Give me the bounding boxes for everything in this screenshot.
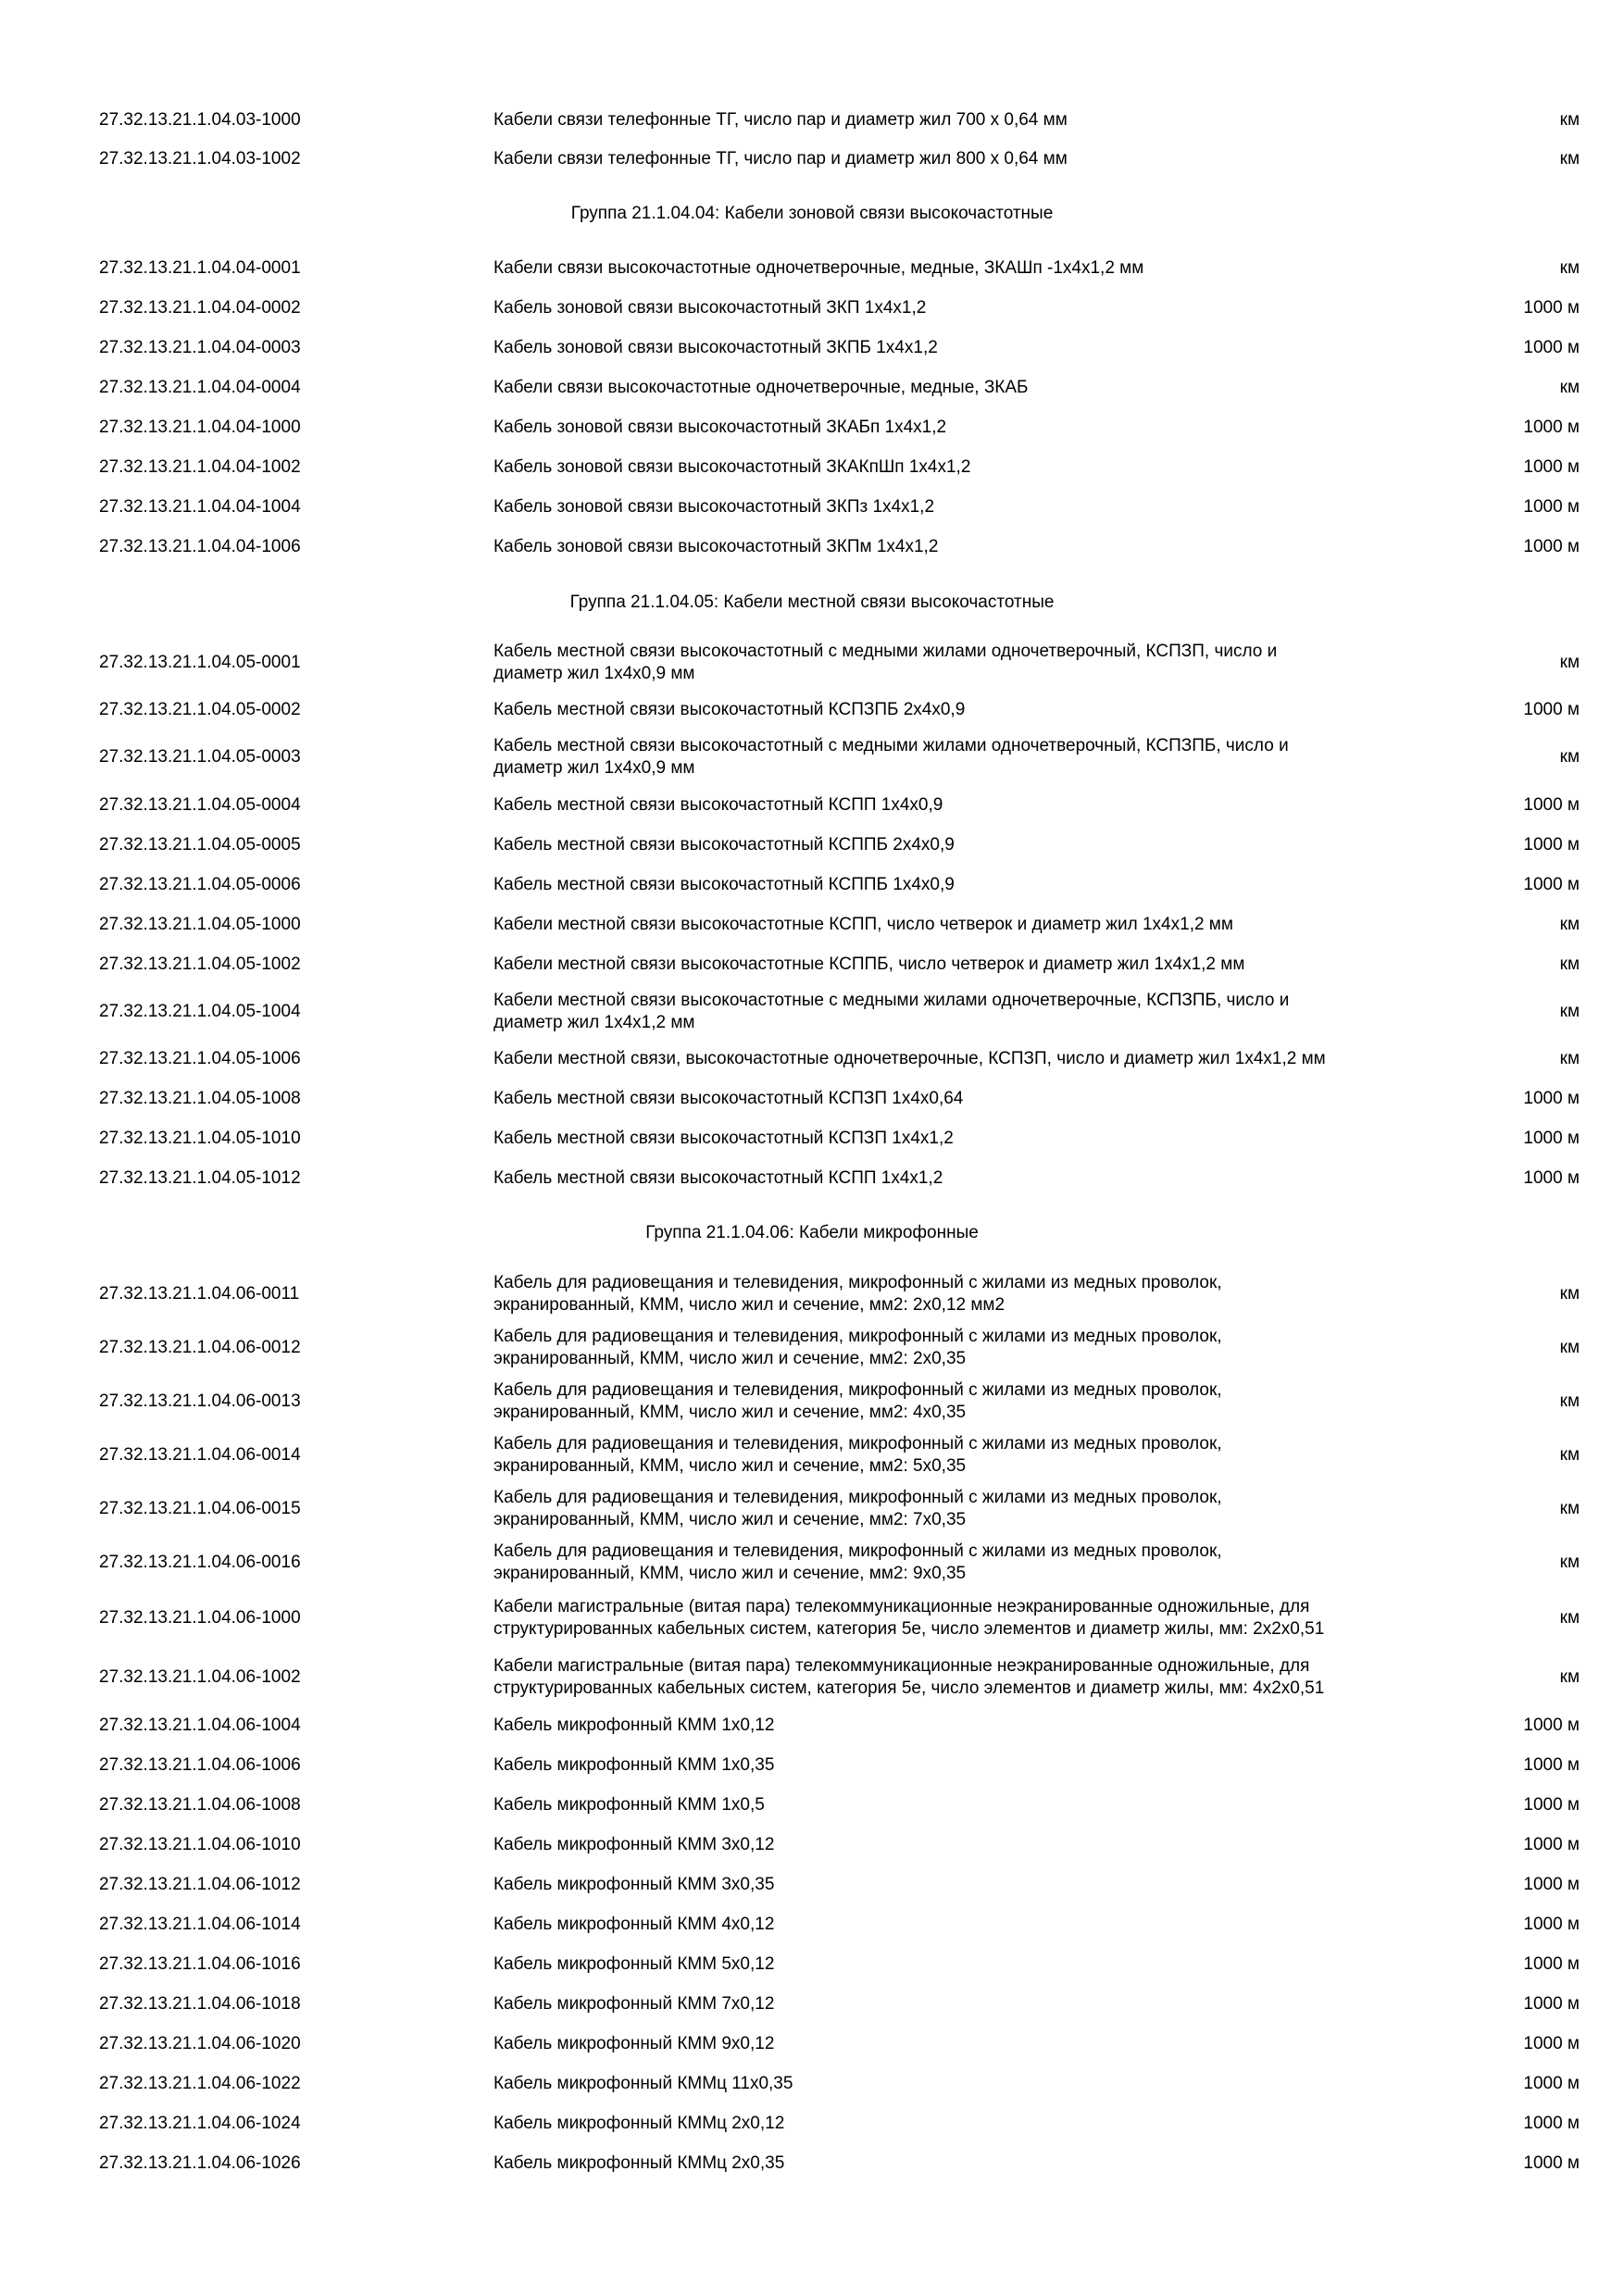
row-code: 27.32.13.21.1.04.06-1008 xyxy=(99,1795,301,1815)
group-heading: Группа 21.1.04.04: Кабели зоновой связи высокочастотные xyxy=(570,204,1054,223)
row-unit: км xyxy=(1559,1608,1580,1628)
row-description xyxy=(493,1088,1466,1110)
row-description-line: Кабели местной связи высокочастотные с медными жилами одночетверочные, КСПЗПБ, число и xyxy=(493,991,1290,1010)
row-description-line: Кабель микрофонный КММ 9х0,12 xyxy=(493,2034,775,2053)
row-description-line: Кабель зоновой связи высокочастотный ЗКПз 1х4х1,2 xyxy=(493,497,935,517)
row-description-line: Кабели магистральные (витая пара) телекоммуникационные неэкранированные одножильные, для xyxy=(493,1656,1310,1676)
row-description-line: Кабель микрофонный КММ 1х0,5 xyxy=(493,1795,765,1815)
row-unit: км xyxy=(1559,1338,1580,1357)
row-description-line: Кабель микрофонный КММ 3х0,12 xyxy=(493,1835,775,1854)
row-code: 27.32.13.21.1.04.06-1016 xyxy=(99,1954,301,1974)
row-unit: 1000 м xyxy=(1523,1954,1580,1974)
table-row xyxy=(0,1272,1624,1316)
row-description-line: Кабель микрофонный КММ 5х0,12 xyxy=(493,1954,775,1974)
row-description xyxy=(493,914,1466,936)
row-description xyxy=(493,2152,1466,2175)
row-description-line: Кабель местной связи высокочастотный КСПЗП 1х4х0,64 xyxy=(493,1089,964,1108)
row-description xyxy=(493,1993,1466,2015)
table-row xyxy=(0,109,1624,131)
row-code: 27.32.13.21.1.04.05-0001 xyxy=(99,653,301,672)
row-code: 27.32.13.21.1.04.04-1004 xyxy=(99,497,301,517)
row-unit: 1000 м xyxy=(1523,1795,1580,1815)
row-description-line: Кабели магистральные (витая пара) телекоммуникационные неэкранированные одножильные, для xyxy=(493,1597,1310,1616)
row-description xyxy=(493,1128,1466,1150)
table-row xyxy=(0,417,1624,439)
row-unit: 1000 м xyxy=(1523,537,1580,556)
row-description-line: Кабель для радиовещания и телевидения, микрофонный с жилами из медных проволок, xyxy=(493,1327,1222,1346)
row-description-line: экранированный, КММ, число жил и сечение, мм2: 2х0,12 мм2 xyxy=(493,1295,1006,1315)
row-unit: км xyxy=(1559,1499,1580,1518)
table-row xyxy=(0,1914,1624,1936)
table-row xyxy=(0,1874,1624,1896)
row-description-line: Кабель для радиовещания и телевидения, микрофонный с жилами из медных проволок, xyxy=(493,1434,1222,1454)
row-description-line: Кабель микрофонный КММ 1х0,35 xyxy=(493,1755,775,1775)
table-row xyxy=(0,1128,1624,1150)
row-description-line: Кабели местной связи высокочастотные КСППБ, число четверок и диаметр жил 1х4х1,2 мм xyxy=(493,955,1245,974)
row-code: 27.32.13.21.1.04.05-1010 xyxy=(99,1129,301,1148)
row-description-line: Кабель местной связи высокочастотный КСПЗП 1х4х1,2 xyxy=(493,1129,954,1148)
row-unit: км xyxy=(1559,149,1580,168)
row-description-line: Кабель для радиовещания и телевидения, микрофонный с жилами из медных проволок, xyxy=(493,1380,1222,1400)
row-description-line: Кабели связи телефонные ТГ, число пар и диаметр жил 700 х 0,64 мм xyxy=(493,110,1068,130)
row-code: 27.32.13.21.1.04.06-0012 xyxy=(99,1338,301,1357)
row-unit: 1000 м xyxy=(1523,795,1580,815)
row-unit: км xyxy=(1559,378,1580,397)
table-row xyxy=(0,1167,1624,1190)
table-row xyxy=(0,1541,1624,1585)
row-description-line: экранированный, КММ, число жил и сечение, мм2: 9х0,35 xyxy=(493,1564,967,1583)
row-description-line: Кабель микрофонный КММ 3х0,35 xyxy=(493,1875,775,1894)
row-description-line: Кабель местной связи высокочастотный КСППБ 1х4х0,9 xyxy=(493,875,955,894)
row-description xyxy=(493,1794,1466,1816)
row-description-line: экранированный, КММ, число жил и сечение, мм2: 2х0,35 xyxy=(493,1349,967,1368)
row-description-line: Кабель микрофонный КММ 1х0,12 xyxy=(493,1716,775,1735)
row-description-line: Кабель микрофонный КММц 11х0,35 xyxy=(493,2074,793,2093)
row-unit: км xyxy=(1559,1391,1580,1411)
row-unit: 1000 м xyxy=(1523,2074,1580,2093)
row-code: 27.32.13.21.1.04.05-0003 xyxy=(99,747,301,767)
row-code: 27.32.13.21.1.04.04-0001 xyxy=(99,258,301,278)
row-code: 27.32.13.21.1.04.04-0004 xyxy=(99,378,301,397)
row-unit: 1000 м xyxy=(1523,1755,1580,1775)
row-description xyxy=(493,1487,1466,1531)
row-description-line: Кабель местной связи высокочастотный с медными жилами одночетверочный, КСПЗП, число и xyxy=(493,642,1278,661)
row-unit: 1000 м xyxy=(1523,1089,1580,1108)
row-code: 27.32.13.21.1.04.05-0002 xyxy=(99,700,301,719)
row-unit: 1000 м xyxy=(1523,700,1580,719)
row-unit: 1000 м xyxy=(1523,835,1580,855)
row-description xyxy=(493,417,1466,439)
row-code: 27.32.13.21.1.04.03-1002 xyxy=(99,149,301,168)
row-code: 27.32.13.21.1.04.04-0002 xyxy=(99,298,301,318)
row-code: 27.32.13.21.1.04.06-0011 xyxy=(99,1284,300,1304)
row-description-line: Кабель местной связи высокочастотный КСПП 1х4х1,2 xyxy=(493,1168,943,1188)
table-row xyxy=(0,1794,1624,1816)
table-row xyxy=(0,990,1624,1034)
row-description xyxy=(493,377,1466,399)
table-row xyxy=(0,1953,1624,1976)
row-code: 27.32.13.21.1.04.06-1012 xyxy=(99,1875,301,1894)
row-unit: 1000 м xyxy=(1523,2153,1580,2173)
row-description-line: Кабель микрофонный КММ 7х0,12 xyxy=(493,1994,775,2014)
table-row xyxy=(0,1088,1624,1110)
row-code: 27.32.13.21.1.04.06-1006 xyxy=(99,1755,301,1775)
table-row xyxy=(0,2033,1624,2055)
row-description xyxy=(493,735,1466,780)
table-row xyxy=(0,496,1624,518)
row-description-line: Кабель для радиовещания и телевидения, микрофонный с жилами из медных проволок, xyxy=(493,1541,1222,1561)
row-description-line: экранированный, КММ, число жил и сечение, мм2: 5х0,35 xyxy=(493,1456,967,1476)
row-unit: 1000 м xyxy=(1523,1716,1580,1735)
row-description-line: диаметр жил 1х4х1,2 мм xyxy=(493,1013,695,1032)
row-unit: 1000 м xyxy=(1523,1875,1580,1894)
row-description xyxy=(493,148,1466,170)
row-unit: 1000 м xyxy=(1523,497,1580,517)
row-description-line: Кабель микрофонный КММц 2х0,35 xyxy=(493,2153,785,2173)
row-description-line: Кабель для радиовещания и телевидения, микрофонный с жилами из медных проволок, xyxy=(493,1488,1222,1507)
row-description xyxy=(493,794,1466,817)
table-row xyxy=(0,954,1624,976)
row-description xyxy=(493,536,1466,558)
row-unit: 1000 м xyxy=(1523,1168,1580,1188)
row-code: 27.32.13.21.1.04.06-0016 xyxy=(99,1553,301,1572)
table-row xyxy=(0,735,1624,780)
row-description-line: Кабель местной связи высокочастотный КСПЗПБ 2х4х0,9 xyxy=(493,700,966,719)
row-code: 27.32.13.21.1.04.05-0005 xyxy=(99,835,301,855)
row-unit: 1000 м xyxy=(1523,1994,1580,2014)
row-description-line: Кабель зоновой связи высокочастотный ЗКПБ 1х4х1,2 xyxy=(493,338,938,357)
row-description-line: Кабель для радиовещания и телевидения, микрофонный с жилами из медных проволок, xyxy=(493,1273,1222,1292)
row-description-line: Кабель зоновой связи высокочастотный ЗКАБп 1х4х1,2 xyxy=(493,418,947,437)
row-description-line: Кабель местной связи высокочастотный КСПП 1х4х0,9 xyxy=(493,795,943,815)
row-code: 27.32.13.21.1.04.06-0015 xyxy=(99,1499,301,1518)
row-description-line: Кабели местной связи высокочастотные КСПП, число четверок и диаметр жил 1х4х1,2 мм xyxy=(493,915,1233,934)
row-description xyxy=(493,699,1466,721)
table-row xyxy=(0,257,1624,280)
row-code: 27.32.13.21.1.04.06-1014 xyxy=(99,1915,301,1934)
table-row xyxy=(0,1834,1624,1856)
row-code: 27.32.13.21.1.04.06-1022 xyxy=(99,2074,301,2093)
row-unit: 1000 м xyxy=(1523,298,1580,318)
row-unit: 1000 м xyxy=(1523,1129,1580,1148)
row-description xyxy=(493,1953,1466,1976)
row-description-line: Кабели связи высокочастотные одночетверочные, медные, ЗКАБ xyxy=(493,378,1029,397)
table-row xyxy=(0,914,1624,936)
row-unit: 1000 м xyxy=(1523,418,1580,437)
row-description xyxy=(493,1834,1466,1856)
row-description-line: диаметр жил 1х4х0,9 мм xyxy=(493,758,695,778)
group-heading: Группа 21.1.04.06: Кабели микрофонные xyxy=(645,1223,979,1242)
row-code: 27.32.13.21.1.04.06-1000 xyxy=(99,1608,301,1628)
row-description xyxy=(493,1715,1466,1737)
row-unit: 1000 м xyxy=(1523,338,1580,357)
row-code: 27.32.13.21.1.04.05-1000 xyxy=(99,915,301,934)
table-row xyxy=(0,456,1624,479)
table-row xyxy=(0,377,1624,399)
row-description xyxy=(493,456,1466,479)
row-code: 27.32.13.21.1.04.04-1000 xyxy=(99,418,301,437)
row-description-line: Кабели связи высокочастотные одночетверочные, медные, ЗКАШп -1х4х1,2 мм xyxy=(493,258,1144,278)
row-description xyxy=(493,1874,1466,1896)
table-row xyxy=(0,1379,1624,1424)
row-unit: 1000 м xyxy=(1523,457,1580,477)
row-code: 27.32.13.21.1.04.05-1012 xyxy=(99,1168,301,1188)
table-row xyxy=(0,1715,1624,1737)
row-description xyxy=(493,990,1466,1034)
row-description xyxy=(493,2113,1466,2135)
row-description xyxy=(493,2073,1466,2095)
row-description xyxy=(493,1167,1466,1190)
row-description-line: Кабель зоновой связи высокочастотный ЗКП 1х4х1,2 xyxy=(493,298,927,318)
row-code: 27.32.13.21.1.04.06-1004 xyxy=(99,1716,301,1735)
row-unit: км xyxy=(1559,1667,1580,1687)
row-description xyxy=(493,1433,1466,1478)
row-description xyxy=(493,2033,1466,2055)
row-code: 27.32.13.21.1.04.06-1010 xyxy=(99,1835,301,1854)
row-code: 27.32.13.21.1.04.05-0004 xyxy=(99,795,301,815)
row-unit: км xyxy=(1559,955,1580,974)
row-description-line: Кабель местной связи высокочастотный с медными жилами одночетверочный, КСПЗПБ, число и xyxy=(493,736,1289,755)
row-description xyxy=(493,297,1466,319)
row-unit: км xyxy=(1559,110,1580,130)
row-code: 27.32.13.21.1.04.06-0014 xyxy=(99,1445,301,1465)
row-code: 27.32.13.21.1.04.06-1026 xyxy=(99,2153,301,2173)
row-unit: км xyxy=(1559,258,1580,278)
row-description-line: структурированных кабельных систем, категория 5е, число элементов и диаметр жилы, мм: 2х2х0,51 xyxy=(493,1619,1325,1639)
row-unit: км xyxy=(1559,747,1580,767)
row-code: 27.32.13.21.1.04.06-1002 xyxy=(99,1667,301,1687)
row-code: 27.32.13.21.1.04.06-1018 xyxy=(99,1994,301,2014)
table-row xyxy=(0,1993,1624,2015)
table-row xyxy=(0,641,1624,685)
row-description xyxy=(493,337,1466,359)
row-unit: 1000 м xyxy=(1523,1835,1580,1854)
row-description xyxy=(493,1048,1466,1070)
row-code: 27.32.13.21.1.04.05-1008 xyxy=(99,1089,301,1108)
row-description xyxy=(493,1326,1466,1370)
table-row xyxy=(0,2113,1624,2135)
row-unit: 1000 м xyxy=(1523,875,1580,894)
table-row xyxy=(0,536,1624,558)
row-description xyxy=(493,496,1466,518)
row-unit: 1000 м xyxy=(1523,1915,1580,1934)
table-row xyxy=(0,337,1624,359)
table-row xyxy=(0,1596,1624,1641)
table-row xyxy=(0,2152,1624,2175)
row-description xyxy=(493,1754,1466,1777)
row-description xyxy=(493,1541,1466,1585)
row-code: 27.32.13.21.1.04.05-1004 xyxy=(99,1002,301,1021)
row-code: 27.32.13.21.1.04.05-1002 xyxy=(99,955,301,974)
row-unit: км xyxy=(1559,1553,1580,1572)
row-code: 27.32.13.21.1.04.06-1020 xyxy=(99,2034,301,2053)
row-description xyxy=(493,954,1466,976)
table-row xyxy=(0,794,1624,817)
row-description-line: экранированный, КММ, число жил и сечение, мм2: 7х0,35 xyxy=(493,1510,967,1529)
table-row xyxy=(0,1048,1624,1070)
row-description-line: Кабель зоновой связи высокочастотный ЗКПм 1х4х1,2 xyxy=(493,537,939,556)
row-description xyxy=(493,1914,1466,1936)
row-description xyxy=(493,1272,1466,1316)
row-description xyxy=(493,1379,1466,1424)
table-row xyxy=(0,1433,1624,1478)
table-row xyxy=(0,148,1624,170)
row-description-line: Кабели местной связи, высокочастотные одночетверочные, КСПЗП, число и диаметр жил 1х4х1,2 мм xyxy=(493,1049,1326,1068)
row-description-line: Кабели связи телефонные ТГ, число пар и диаметр жил 800 х 0,64 мм xyxy=(493,149,1068,168)
row-unit: км xyxy=(1559,1445,1580,1465)
row-unit: км xyxy=(1559,1002,1580,1021)
row-code: 27.32.13.21.1.04.05-1006 xyxy=(99,1049,301,1068)
table-row xyxy=(0,1326,1624,1370)
row-code: 27.32.13.21.1.04.04-1002 xyxy=(99,457,301,477)
row-description-line: Кабель микрофонный КММ 4х0,12 xyxy=(493,1915,775,1934)
row-code: 27.32.13.21.1.04.05-0006 xyxy=(99,875,301,894)
table-row xyxy=(0,297,1624,319)
row-description xyxy=(493,1596,1466,1641)
table-row xyxy=(0,834,1624,856)
row-unit: км xyxy=(1559,1284,1580,1304)
row-description-line: диаметр жил 1х4х0,9 мм xyxy=(493,664,695,683)
row-description xyxy=(493,641,1466,685)
row-description-line: Кабель зоновой связи высокочастотный ЗКАКпШп 1х4х1,2 xyxy=(493,457,971,477)
row-description xyxy=(493,874,1466,896)
row-description xyxy=(493,834,1466,856)
row-code: 27.32.13.21.1.04.04-0003 xyxy=(99,338,301,357)
table-row xyxy=(0,1754,1624,1777)
row-description xyxy=(493,257,1466,280)
table-row xyxy=(0,874,1624,896)
row-description-line: структурированных кабельных систем, категория 5е, число элементов и диаметр жилы, мм: 4х2х0,51 xyxy=(493,1678,1325,1698)
row-description xyxy=(493,109,1466,131)
row-description-line: Кабель микрофонный КММц 2х0,12 xyxy=(493,2114,785,2133)
table-row xyxy=(0,1655,1624,1700)
row-code: 27.32.13.21.1.04.03-1000 xyxy=(99,110,301,130)
row-code: 27.32.13.21.1.04.06-1024 xyxy=(99,2114,301,2133)
row-unit: 1000 м xyxy=(1523,2114,1580,2133)
row-unit: км xyxy=(1559,653,1580,672)
table-row xyxy=(0,699,1624,721)
row-unit: км xyxy=(1559,1049,1580,1068)
row-code: 27.32.13.21.1.04.04-1006 xyxy=(99,537,301,556)
row-description-line: экранированный, КММ, число жил и сечение, мм2: 4х0,35 xyxy=(493,1403,967,1422)
row-code: 27.32.13.21.1.04.06-0013 xyxy=(99,1391,301,1411)
table-row xyxy=(0,2073,1624,2095)
row-description xyxy=(493,1655,1466,1700)
group-heading: Группа 21.1.04.05: Кабели местной связи высокочастотные xyxy=(569,593,1055,612)
table-row xyxy=(0,1487,1624,1531)
row-unit: 1000 м xyxy=(1523,2034,1580,2053)
row-description-line: Кабель местной связи высокочастотный КСППБ 2х4х0,9 xyxy=(493,835,955,855)
row-unit: км xyxy=(1559,915,1580,934)
